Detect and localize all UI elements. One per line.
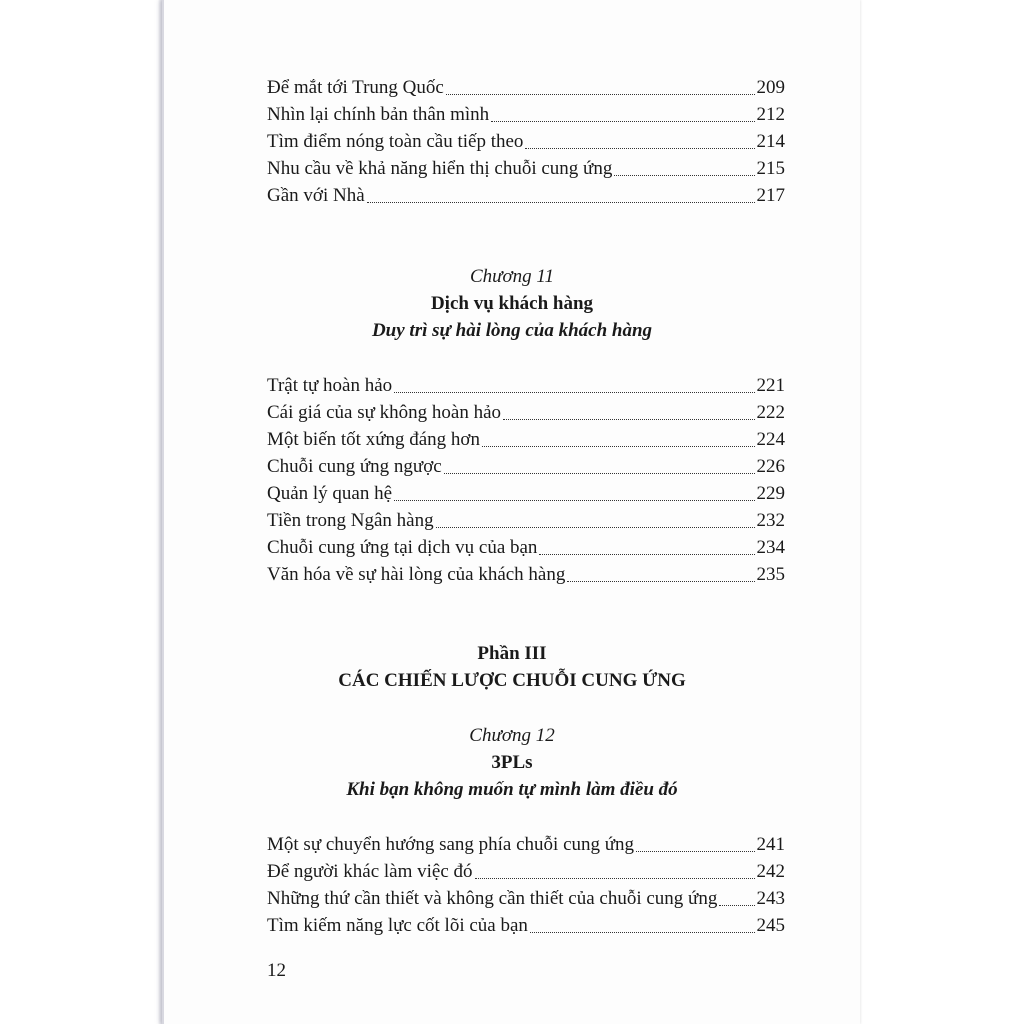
toc-entry-title: Trật tự hoàn hảo xyxy=(267,375,393,396)
toc-entry xyxy=(267,372,785,399)
toc-entry-page: 243 xyxy=(756,888,785,909)
chapter-12-subtitle: Khi bạn không muốn tự mình làm điều đó xyxy=(346,779,678,800)
toc-entry-title: Tìm kiếm năng lực cốt lõi của bạn xyxy=(267,915,528,936)
toc-leader-dots xyxy=(503,418,754,420)
toc-leader-dots xyxy=(475,877,755,879)
toc-entry-title: Một biến tốt xứng đáng hơn xyxy=(267,429,480,450)
toc-entry-page: 242 xyxy=(756,861,785,882)
chapter-12-label: Chương 12 xyxy=(469,725,555,746)
toc-entry xyxy=(267,128,785,155)
toc-entry-page: 235 xyxy=(756,564,785,585)
toc-entry-page: 214 xyxy=(756,131,785,152)
toc-entry-page: 245 xyxy=(756,915,785,936)
toc-entry-title: Cái giá của sự không hoàn hảo xyxy=(267,402,502,423)
toc-entry-title: Nhu cầu về khả năng hiển thị chuỗi cung ứng xyxy=(267,158,613,179)
toc-entry-page: 241 xyxy=(756,834,785,855)
background-right xyxy=(862,0,1024,1024)
toc-entry xyxy=(267,507,785,534)
toc-entry xyxy=(267,399,785,426)
toc-leader-dots xyxy=(539,553,754,555)
toc-entry xyxy=(267,453,785,480)
toc-entry-title: Chuỗi cung ứng ngược xyxy=(267,456,442,477)
toc-entry-title: Để mắt tới Trung Quốc xyxy=(267,77,444,98)
toc-section-1 xyxy=(267,74,785,209)
toc-leader-dots xyxy=(636,850,754,852)
toc-entry xyxy=(267,182,785,209)
toc-leader-dots xyxy=(394,499,754,501)
toc-leader-dots xyxy=(719,904,754,906)
chapter-11-label: Chương 11 xyxy=(469,266,554,287)
chapter-11-subtitle: Duy trì sự hài lòng của khách hàng xyxy=(371,320,653,341)
toc-section-3 xyxy=(267,831,785,939)
toc-entry xyxy=(267,155,785,182)
toc-entry-title: Gần với Nhà xyxy=(267,185,365,206)
toc-entry xyxy=(267,831,785,858)
toc-entry-page: 232 xyxy=(756,510,785,531)
toc-entry-title: Tìm điểm nóng toàn cầu tiếp theo xyxy=(267,131,524,152)
toc-leader-dots xyxy=(482,445,755,447)
toc-entry xyxy=(267,74,785,101)
toc-entry xyxy=(267,561,785,588)
chapter-12-title: 3PLs xyxy=(491,752,533,773)
toc-entry-page: 217 xyxy=(756,185,785,206)
toc-entry-page: 229 xyxy=(756,483,785,504)
toc-entry-title: Nhìn lại chính bản thân mình xyxy=(267,104,490,125)
chapter-11-title: Dịch vụ khách hàng xyxy=(430,293,594,314)
toc-leader-dots xyxy=(394,391,754,393)
toc-leader-dots xyxy=(530,931,755,933)
toc-leader-dots xyxy=(525,147,754,149)
toc-leader-dots xyxy=(567,580,754,582)
toc-entry xyxy=(267,858,785,885)
toc-entry-title: Quản lý quan hệ xyxy=(267,483,393,504)
toc-leader-dots xyxy=(444,472,755,474)
toc-entry-title: Để người khác làm việc đó xyxy=(267,861,473,882)
toc-entry-page: 209 xyxy=(756,77,785,98)
toc-entry-page: 226 xyxy=(756,456,785,477)
part-3-title: CÁC CHIẾN LƯỢC CHUỖI CUNG ỨNG xyxy=(338,670,686,691)
toc-leader-dots xyxy=(446,93,755,95)
toc-entry-page: 221 xyxy=(756,375,785,396)
toc-entry-title: Những thứ cần thiết và không cần thiết của chuỗi cung ứng xyxy=(267,888,718,909)
toc-entry-title: Văn hóa về sự hài lòng của khách hàng xyxy=(267,564,566,585)
toc-entry-page: 215 xyxy=(756,158,785,179)
toc-entry-page: 224 xyxy=(756,429,785,450)
toc-entry-page: 234 xyxy=(756,537,785,558)
toc-entry-page: 222 xyxy=(756,402,785,423)
toc-entry-title: Chuỗi cung ứng tại dịch vụ của bạn xyxy=(267,537,538,558)
toc-entry xyxy=(267,101,785,128)
toc-leader-dots xyxy=(367,201,755,203)
toc-entry-title: Một sự chuyển hướng sang phía chuỗi cung ứng xyxy=(267,834,635,855)
toc-entry-title: Tiền trong Ngân hàng xyxy=(267,510,434,531)
toc-section-2 xyxy=(267,372,785,588)
toc-entry xyxy=(267,426,785,453)
toc-entry xyxy=(267,885,785,912)
page-number: 12 xyxy=(267,960,286,981)
toc-leader-dots xyxy=(436,526,755,528)
part-3-label: Phần III xyxy=(477,643,547,664)
toc-entry xyxy=(267,912,785,939)
toc-entry xyxy=(267,534,785,561)
toc-entry xyxy=(267,480,785,507)
toc-leader-dots xyxy=(614,174,754,176)
toc-leader-dots xyxy=(491,120,754,122)
toc-entry-page: 212 xyxy=(756,104,785,125)
book-page xyxy=(164,0,860,1024)
background-left xyxy=(0,0,160,1024)
